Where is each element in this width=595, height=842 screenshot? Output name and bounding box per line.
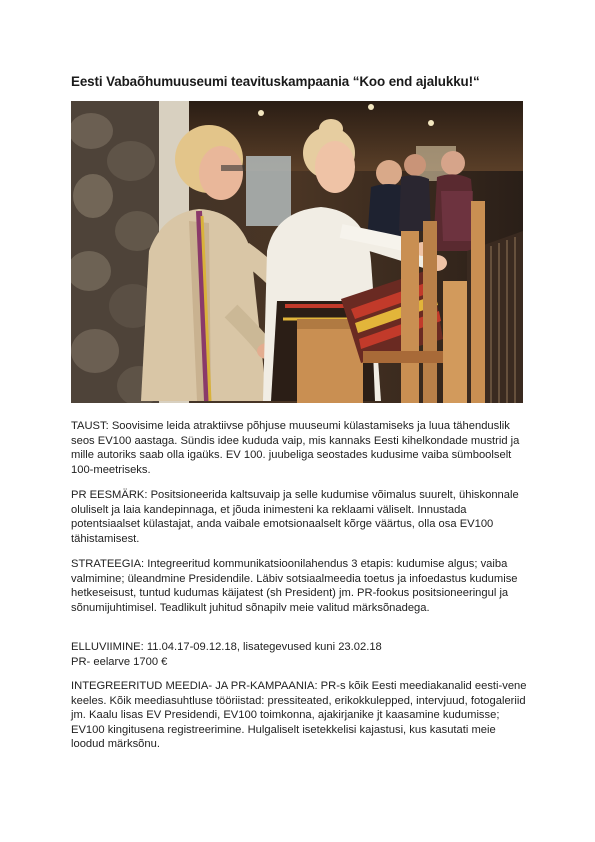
paragraph-text: INTEGREERITUD MEEDIA- JA PR-KAMPAANIA: PR-s kõik Eesti meediakanalid eesti-vene keeles. Kõik meediasuhtluse tööriistad: pressiteated, erikokkulepped, intervjuud, fotogaleriid jm. Kaalu lisas EV Presidendi, EV100 toimkonna, ajakirjanike jt kaasamine kudumisse; EV100 kingitusena registreerimine. Hulgaliselt isetekkelisi kajastusi, kus kasutati meie loodud märksõnu. [71, 680, 527, 751]
paragraph-text: TAUST: Soovisime leida atraktiivse põhjuse muuseumi külastamiseks ja luua tähenduslik seos EV100 aastaga. Sündis idee kududa vaip, mis kannaks Eesti kihelkondade mustrid ja mille autoriks saab olla igaüks. EV 100. juubeliga seostades kudusime vaiba sümboolselt 100-meetriseks. [71, 420, 520, 476]
paragraph-integreeritud [71, 679, 531, 752]
paragraph-text: STRATEEGIA: Integreeritud kommunikatsioonilahendus 3 etapis: kudumise algus; vaiba valmimine; üleandmine Presidendile. Läbiv sotsiaalmeedia toetus ja infoedastus kudumise hetkeseisust, tuntud kudumas käijatest (sh President) jm. PR-fookus positsioneeringul ja sõnumijuhtimisel. Teadlikult juhitud sõnapilv meie valitud märksõnadega. [71, 558, 518, 614]
photo-weaving-loom [71, 101, 523, 403]
paragraph-taust [71, 419, 531, 477]
photo-illustration [71, 101, 523, 403]
pr-budget: PR- eelarve 1700 € [71, 655, 168, 668]
paragraph-text: PR EESMÄRK: Positsioneerida kaltsuvaip ja selle kudumise võimalus suurelt, ühiskonnale oluliselt ja laia kandepinnaga, et jõuda inimesteni ka reklaami väliselt. Innustada potentsiaalset külastajat, anda vaibale emotsionaalselt kõrge väärtus, olla osa EV100 tähistamisest. [71, 489, 519, 545]
document-title: Eesti Vabaõhumuuseumi teavituskampaania “Koo end ajalukku!“ [71, 74, 480, 89]
paragraph-elluviimine [71, 640, 531, 669]
paragraph-strateegia [71, 557, 531, 615]
paragraph-pr-eesmark [71, 488, 531, 546]
implementation-dates: ELLUVIIMINE: 11.04.17-09.12.18, lisategevused kuni 23.02.18 [71, 641, 382, 653]
